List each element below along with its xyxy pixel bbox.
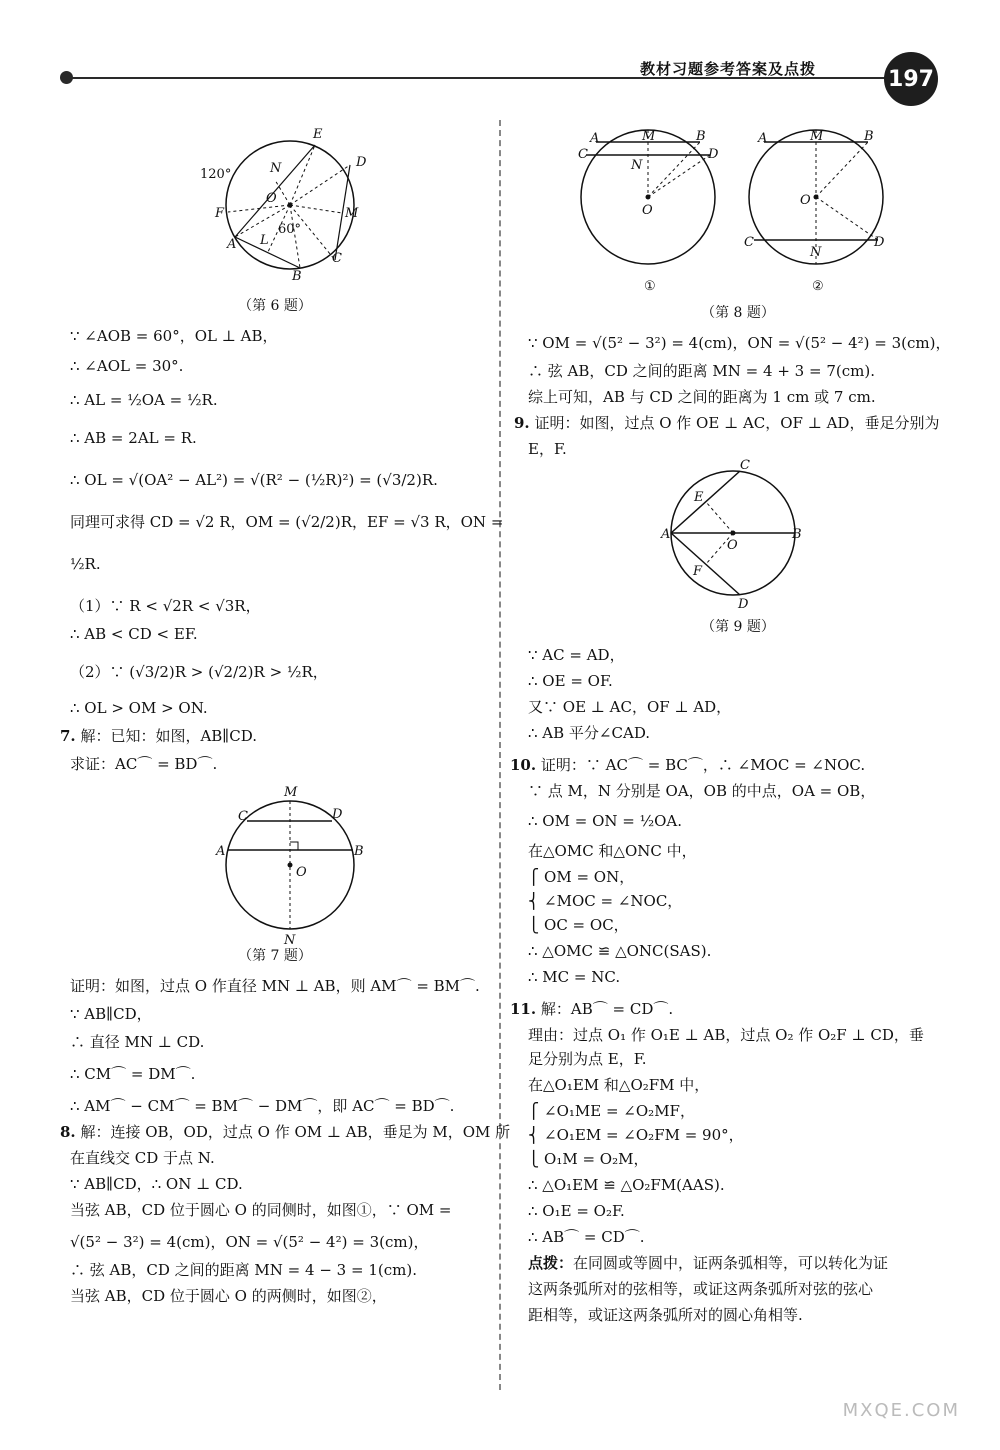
q8-cont-line: ∵ OM = √(5² − 3²) = 4(cm)，ON = √(5² − 4²) = 3(cm)， [528,334,951,352]
q6-line: （2）∵ (√3/2)R > (√2/2)R > ½R， [70,663,328,681]
q11-number: 11. [510,1000,537,1018]
q9-line: 证明：如图，过点 O 作 OE ⊥ AC，OF ⊥ AD，垂足分别为 [534,414,940,432]
q9-line: E，F. [528,440,567,458]
q6-line: ∴ AB < CD < EF. [70,625,198,643]
figure-6 [70,120,480,290]
svg-text:F: F [215,206,225,221]
q10-line: ∴ MC = NC. [528,968,621,986]
q8-line: 在直线交 CD 于点 N. [70,1149,215,1167]
svg-text:B: B [696,129,706,144]
q7-proof-line: 证明：如图，过点 O 作直径 MN ⊥ AB，则 AM⌒ = BM⌒. [70,977,480,995]
left-column [60,120,511,1308]
q7 [60,724,480,776]
q8-line: √(5² − 3²) = 4(cm)，ON = √(5² − 4²) = 3(cm)， [70,1233,429,1251]
q10-line: ⎩ OC = OC， [528,916,629,934]
svg-text:B: B [792,527,802,542]
q7-number: 7. [60,727,76,745]
svg-text:A: A [227,237,237,252]
svg-text:L: L [260,233,269,248]
q6-line: ∵ ∠AOB = 60°，OL ⊥ AB， [70,327,278,345]
svg-text:M: M [345,206,359,221]
q8-cont-line: ∴ 弦 AB，CD 之间的距离 MN = 4 + 3 = 7(cm). [528,362,875,380]
svg-text:M: M [810,129,824,144]
figure-8-caption: （第 8 题） [701,305,775,321]
q6-solution [70,324,504,720]
q8-line: ∴ 弦 AB，CD 之间的距离 MN = 4 − 3 = 1(cm). [70,1261,417,1279]
q7-proof-line: ∴ 直径 MN ⊥ CD. [70,1033,205,1051]
svg-text:N: N [810,245,822,260]
svg-text:M: M [284,785,298,800]
tip-line: 这两条弧所对的弦相等，或证这两条弧所对弦的弦心 [528,1280,874,1298]
q9-proof-line: ∴ AB 平分∠CAD. [528,724,651,742]
svg-text:C: C [238,809,248,824]
svg-text:C: C [744,235,754,250]
q11-line: 解：AB⌒ = CD⌒. [540,1000,674,1018]
tip-line: 在同圆或等圆中，证两条弧相等，可以转化为证 [573,1254,889,1272]
q6-line: ∴ AL = ½OA = ½R. [70,391,218,409]
svg-text:D: D [738,597,749,612]
svg-text:B: B [292,269,302,284]
figure-8 [528,122,948,297]
q9-number: 9. [514,414,530,432]
q10-line: ⎧ OM = ON， [528,868,635,886]
figure-9 [528,458,948,612]
q8-line: 解：连接 OB，OD，过点 O 作 OM ⊥ AB，垂足为 M，OM 所 [80,1123,511,1141]
q6-line: ∴ OL > OM > ON. [70,699,208,717]
svg-text:D: D [332,807,343,822]
svg-text:120°: 120° [200,167,232,182]
svg-text:O: O [800,193,811,208]
q8-line: 当弦 AB，CD 位于圆心 O 的同侧时，如图①，∵ OM = [70,1201,452,1219]
svg-text:C: C [578,147,588,162]
q6-line: 同理可求得 CD = √2 R，OM = (√2/2)R，EF = √3 R，ON = [70,513,504,531]
svg-text:B: B [864,129,874,144]
svg-text:O: O [296,865,307,880]
q11-line: ∴ △O₁EM ≌ △O₂FM(AAS). [528,1176,725,1194]
q11 [510,997,948,1249]
q11-line: ⎩ O₁M = O₂M， [528,1150,649,1168]
header-title: 教材习题参考答案及点拨 [640,60,817,78]
q10-line: 在△OMC 和△ONC 中， [528,842,697,860]
q6-line: ∴ ∠AOL = 30°. [70,357,184,375]
q11-line: 在△O₁EM 和△O₂FM 中， [528,1076,710,1094]
q7-proof-line: ∴ CM⌒ = DM⌒. [70,1065,196,1083]
svg-text:N: N [631,158,643,173]
figure-9-caption: （第 9 题） [701,619,775,635]
q6-line: ∴ AB = 2AL = R. [70,429,197,447]
q8-cont-line: 综上可知，AB 与 CD 之间的距离为 1 cm 或 7 cm. [528,388,876,406]
svg-text:A: A [758,131,768,146]
q7-line: 解：已知：如图，AB∥CD. [80,727,257,745]
svg-text:D: D [874,235,885,250]
svg-text:F: F [693,564,703,579]
tip-line: 距相等，或证这两条弧所对的圆心角相等. [528,1306,803,1324]
q11-line: ⎧ ∠O₁ME = ∠O₂MF， [528,1102,695,1120]
figure-6-caption: （第 6 题） [238,298,312,314]
svg-text:D: D [356,155,367,170]
column-divider [499,120,501,1390]
q8-continued [528,331,951,409]
q6-line: ∴ OL = √(OA² − AL²) = √(R² − (½R)²) = (√3/2)R. [70,471,438,489]
q8 [60,1120,511,1308]
q8-number: 8. [60,1123,76,1141]
svg-text:①: ① [644,279,656,294]
q10-line: ⎨ ∠MOC = ∠NOC， [528,892,683,910]
svg-text:C: C [740,458,750,473]
svg-text:C: C [332,251,342,266]
q10-line: 证明：∵ AC⌒ = BC⌒，∴ ∠MOC = ∠NOC. [540,756,866,774]
svg-text:A: A [590,131,600,146]
q9-proof-line: ∴ OE = OF. [528,672,613,690]
q10-number: 10. [510,756,537,774]
q7-line: 求证：AC⌒ = BD⌒. [70,755,218,773]
q9-proof-line: ∵ AC = AD， [528,646,625,664]
q10-line: ∴ △OMC ≌ △ONC(SAS). [528,942,712,960]
q11-line: ∴ O₁E = O₂F. [528,1202,625,1220]
svg-text:D: D [708,147,719,162]
q6-line: （1）∵ R < √2R < √3R， [70,597,261,615]
q9-proof-line: 又∵ OE ⊥ AC，OF ⊥ AD， [528,698,732,716]
tip-label: 点拨： [528,1254,574,1272]
svg-text:②: ② [812,279,824,294]
q7-proof-line: ∵ AB∥CD， [70,1005,152,1023]
right-column [510,122,951,1327]
watermark: MXQE.COM [842,1400,960,1421]
svg-text:O: O [642,203,653,218]
svg-text:E: E [694,490,704,505]
q11-line: 足分别为点 E，F. [528,1050,647,1068]
q7-proof-line: ∴ AM⌒ − CM⌒ = BM⌒ − DM⌒，即 AC⌒ = BD⌒. [70,1097,455,1115]
q11-line: ∴ AB⌒ = CD⌒. [528,1228,645,1246]
q8-line: ∵ AB∥CD，∴ ON ⊥ CD. [70,1175,243,1193]
svg-text:A: A [216,844,226,859]
q10-line: ∴ OM = ON = ½OA. [528,812,683,830]
q8-line: 当弦 AB，CD 位于圆心 O 的两侧时，如图②， [70,1287,387,1305]
svg-text:N: N [284,933,296,948]
tip [528,1251,948,1327]
q9 [514,411,948,461]
svg-text:N: N [270,161,282,176]
svg-text:O: O [266,191,277,206]
q11-line: 理由：过点 O₁ 作 O₁E ⊥ AB，过点 O₂ 作 O₂F ⊥ CD，垂 [528,1026,924,1044]
svg-text:M: M [642,129,656,144]
q9-proof [528,643,948,745]
figure-7-caption: （第 7 题） [238,948,312,964]
page-number-badge: 197 [884,52,938,106]
svg-text:B: B [354,844,364,859]
q7-proof [70,974,480,1118]
q10 [510,753,948,989]
svg-text:60°: 60° [278,222,302,237]
figure-7 [70,780,480,948]
svg-text:O: O [727,538,738,553]
q10-line: ∵ 点 M，N 分别是 OA，OB 的中点，OA = OB， [528,782,876,800]
q6-line: ½R. [70,555,101,573]
svg-text:A: A [661,527,671,542]
svg-text:E: E [313,127,323,142]
q11-line: ⎨ ∠O₁EM = ∠O₂FM = 90°， [528,1126,744,1144]
